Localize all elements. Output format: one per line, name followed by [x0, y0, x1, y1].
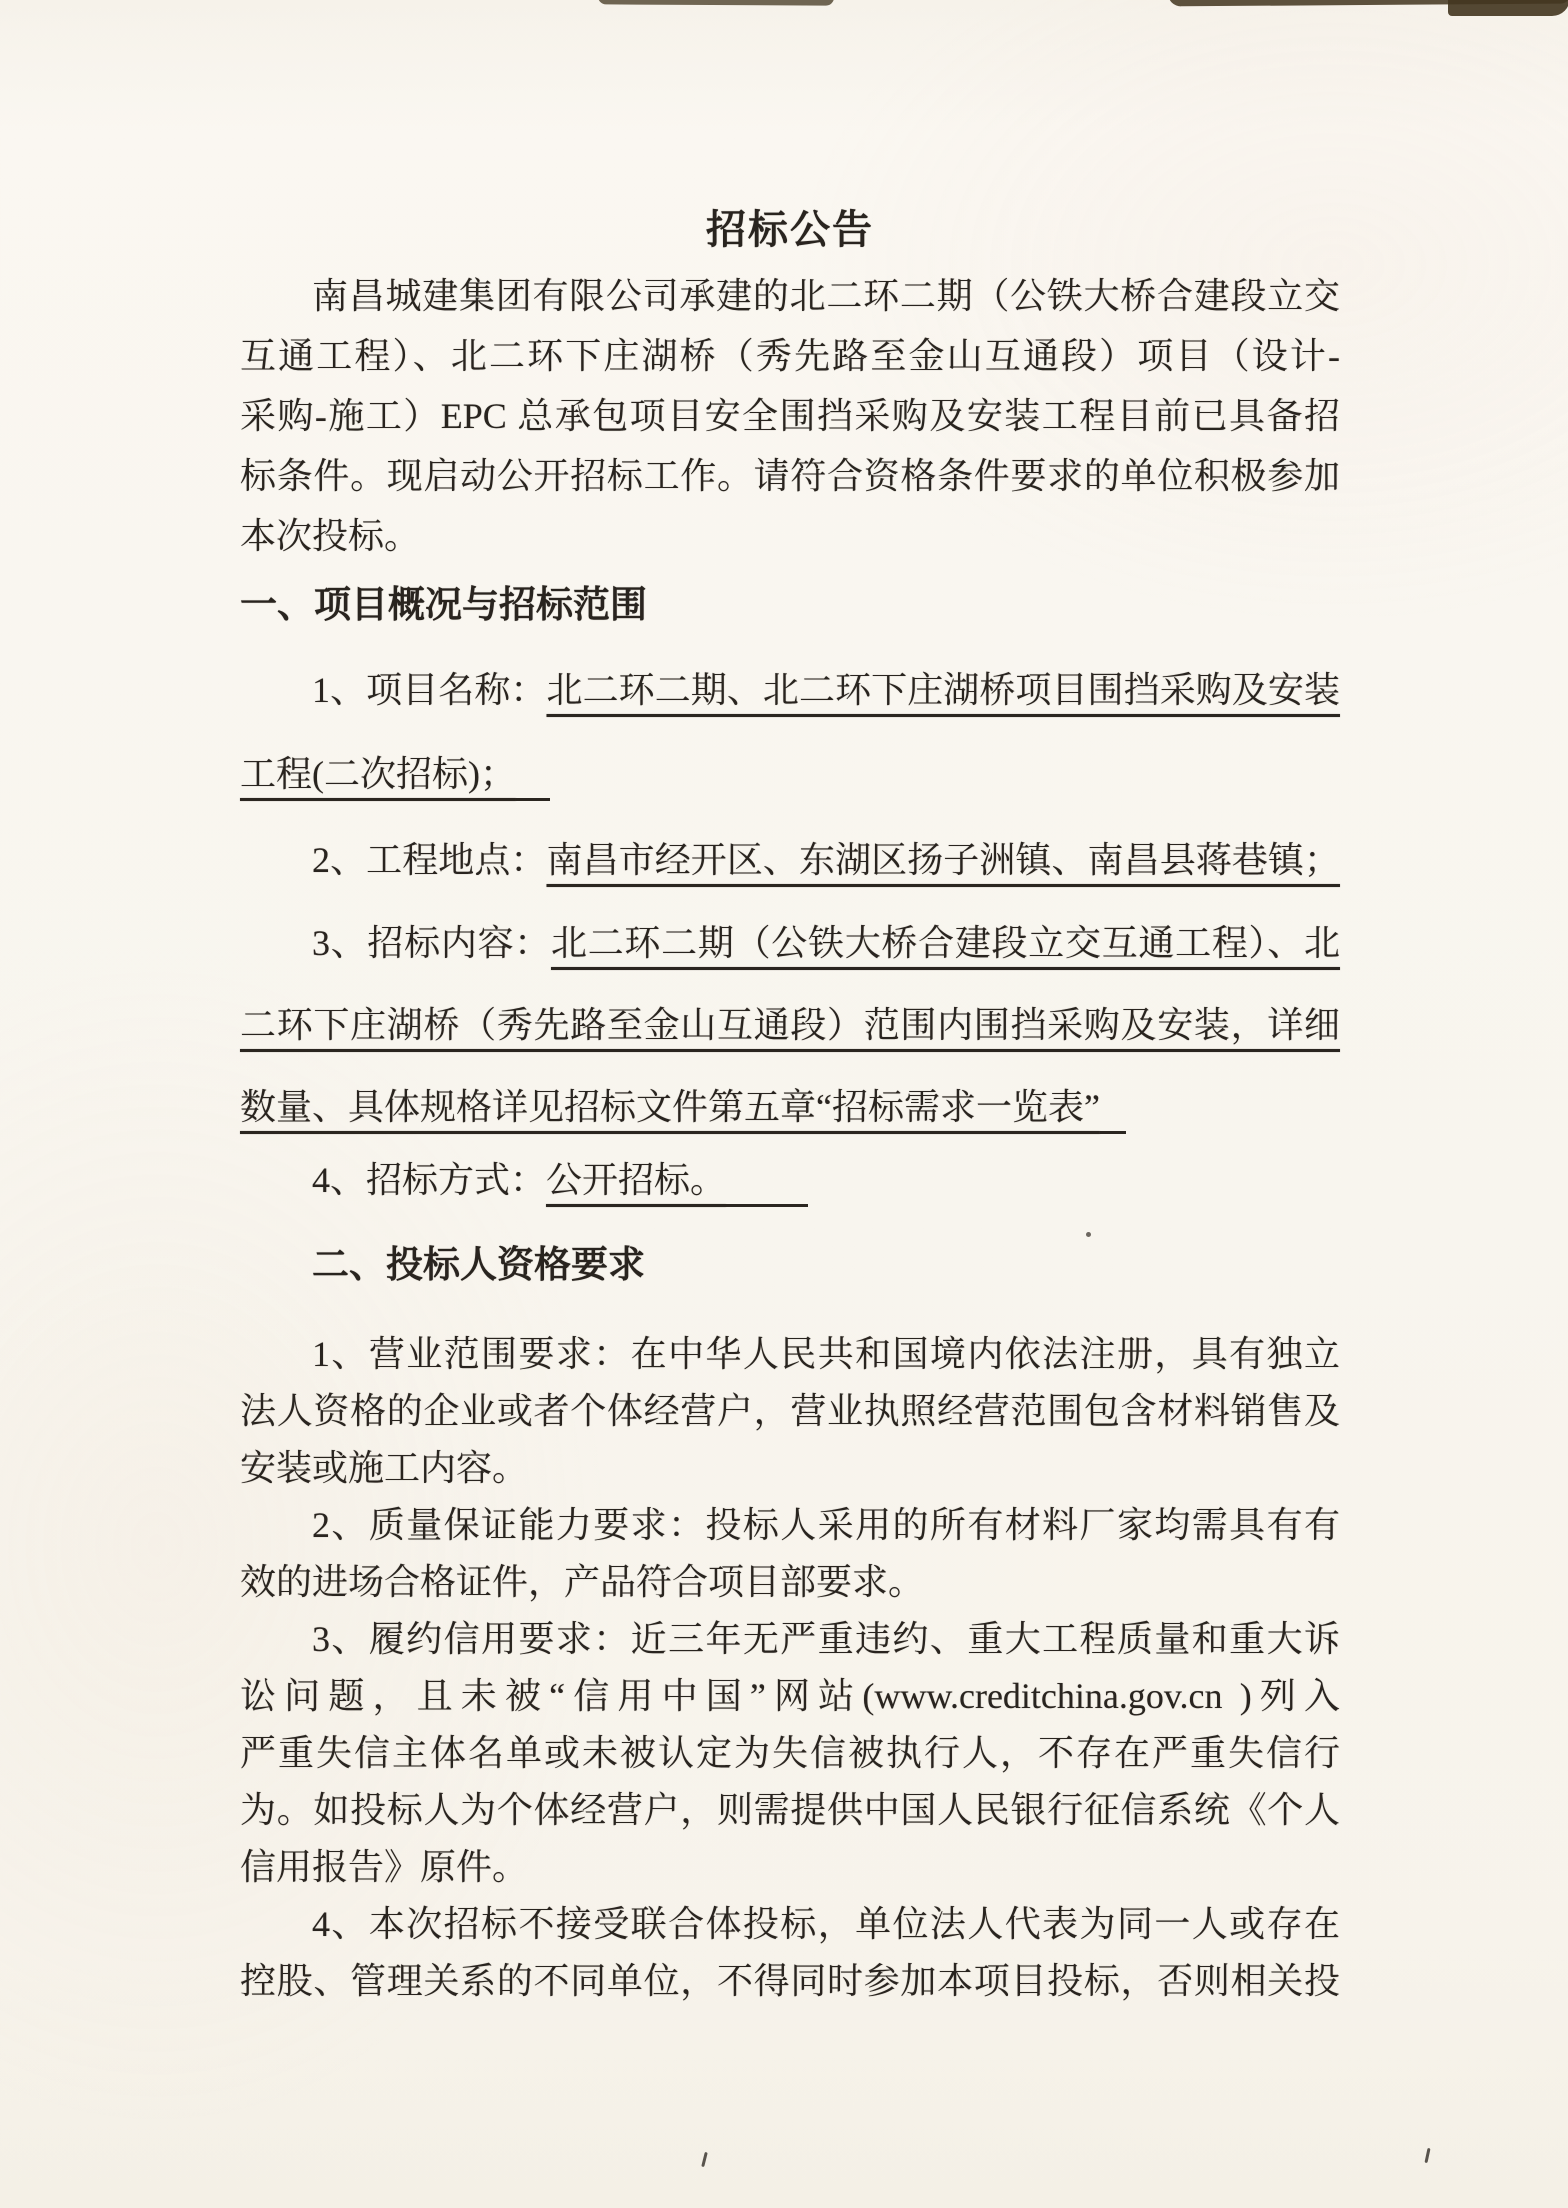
text-line — [240, 1066, 1340, 1148]
text-segment: 一、项目概况与招标范围 — [240, 585, 647, 626]
text-segment: 二、投标人资格要求 — [312, 1245, 645, 1286]
text-line — [240, 386, 1340, 446]
text-line — [240, 1326, 1340, 1383]
text-segment: 效的进场合格证件，产品符合项目部要求。 — [240, 1562, 925, 1602]
text-line — [240, 984, 1340, 1066]
underlined-text: 公开招标。 — [546, 1160, 727, 1200]
text-line — [240, 1668, 1340, 1725]
requirement-quality — [240, 1497, 1340, 1611]
requirement-credit — [240, 1611, 1340, 1896]
underline-extension — [516, 798, 550, 801]
text-segment: 2、工程地点： — [312, 840, 547, 880]
text-line — [240, 1497, 1340, 1554]
text-segment: 3、招标内容： — [312, 923, 551, 963]
section1-heading — [240, 582, 1340, 630]
text-line — [240, 326, 1340, 386]
text-line — [240, 582, 1340, 630]
text-line — [240, 902, 1340, 984]
text-segment: 严重失信主体名单或未被认定为失信被执行人，不存在严重失信行 — [240, 1733, 1340, 1773]
text-segment: 标条件。现启动公开招标工作。请符合资格条件要求的单位积极参加 — [240, 456, 1340, 496]
text-segment: 安装或施工内容。 — [240, 1448, 529, 1488]
text-line — [240, 1611, 1340, 1668]
text-line — [240, 1953, 1340, 2010]
text-line — [240, 1725, 1340, 1782]
text-line — [240, 732, 1340, 816]
document-title: 招标公告 — [706, 207, 874, 252]
item-project-name — [240, 648, 1340, 816]
item-project-location — [240, 818, 1340, 902]
text-segment: 4、本次招标不接受联合体投标，单位法人代表为同一人或存在 — [312, 1904, 1340, 1944]
text-segment: 本次投标。 — [240, 516, 421, 556]
text-segment: 互通工程）、北二环下庄湖桥（秀先路至金山互通段）项目（设计- — [240, 336, 1340, 376]
text-segment: 2、质量保证能力要求：投标人采用的所有材料厂家均需具有有 — [312, 1505, 1340, 1545]
document-content — [240, 0, 1340, 2010]
text-line — [240, 648, 1340, 732]
text-segment: 4、招标方式： — [312, 1160, 547, 1200]
scan-speck — [701, 2152, 708, 2167]
text-line — [240, 1383, 1340, 1440]
text-line — [240, 446, 1340, 506]
text-line — [240, 1839, 1340, 1896]
section2-heading — [240, 1242, 1340, 1290]
text-segment: 为。如投标人为个体经营户，则需提供中国人民银行征信系统《个人 — [240, 1790, 1340, 1830]
underlined-text: 二环下庄湖桥（秀先路至金山互通段）范围内围挡采购及安装，详细 — [240, 1005, 1340, 1045]
text-segment: 南昌城建集团有限公司承建的北二环二期（公铁大桥合建段立交 — [312, 276, 1340, 316]
underlined-text: 北二环二期（公铁大桥合建段立交互通工程）、北 — [551, 923, 1340, 963]
scan-edge-artifact — [1448, 0, 1568, 16]
text-segment: 1、项目名称： — [312, 670, 547, 710]
text-segment: 控股、管理关系的不同单位，不得同时参加本项目投标，否则相关投 — [240, 1961, 1340, 2001]
underlined-text: 数量、具体规格详见招标文件第五章“招标需求一览表” — [240, 1087, 1100, 1127]
text-segment: 讼问题，且未被“信用中国”网站(www.creditchina.gov.cn )列入 — [240, 1676, 1340, 1716]
text-line — [240, 1554, 1340, 1611]
underline-extension — [726, 1204, 808, 1207]
text-line — [240, 1242, 1340, 1290]
item-tender-method — [240, 1148, 1340, 1212]
text-segment: 法人资格的企业或者个体经营户，营业执照经营范围包含材料销售及 — [240, 1391, 1340, 1431]
text-segment: 信用报告》原件。 — [240, 1847, 529, 1887]
scan-speck — [1424, 2148, 1430, 2163]
text-line — [240, 1896, 1340, 1953]
text-line — [240, 266, 1340, 326]
text-segment: 3、履约信用要求：近三年无严重违约、重大工程质量和重大诉 — [312, 1619, 1340, 1659]
requirement-business-scope — [240, 1326, 1340, 1497]
item-tender-content — [240, 902, 1340, 1148]
text-line — [240, 1440, 1340, 1497]
underlined-text: 北二环二期、北二环下庄湖桥项目围挡采购及安装 — [546, 670, 1340, 710]
text-line — [240, 1782, 1340, 1839]
text-line — [240, 506, 1340, 566]
document-body — [240, 266, 1340, 2010]
underline-extension — [1100, 1131, 1126, 1134]
intro-paragraph — [240, 266, 1340, 566]
requirement-no-consortium — [240, 1896, 1340, 2010]
text-line — [240, 1148, 1340, 1212]
text-segment: 1、营业范围要求：在中华人民共和国境内依法注册，具有独立 — [312, 1334, 1340, 1374]
underlined-text: 南昌市经开区、东湖区扬子洲镇、南昌县蒋巷镇； — [546, 840, 1340, 880]
underlined-text: 工程(二次招标)； — [240, 754, 516, 794]
text-line — [240, 818, 1340, 902]
text-segment: 采购-施工）EPC 总承包项目安全围挡采购及安装工程目前已具备招 — [240, 396, 1340, 436]
